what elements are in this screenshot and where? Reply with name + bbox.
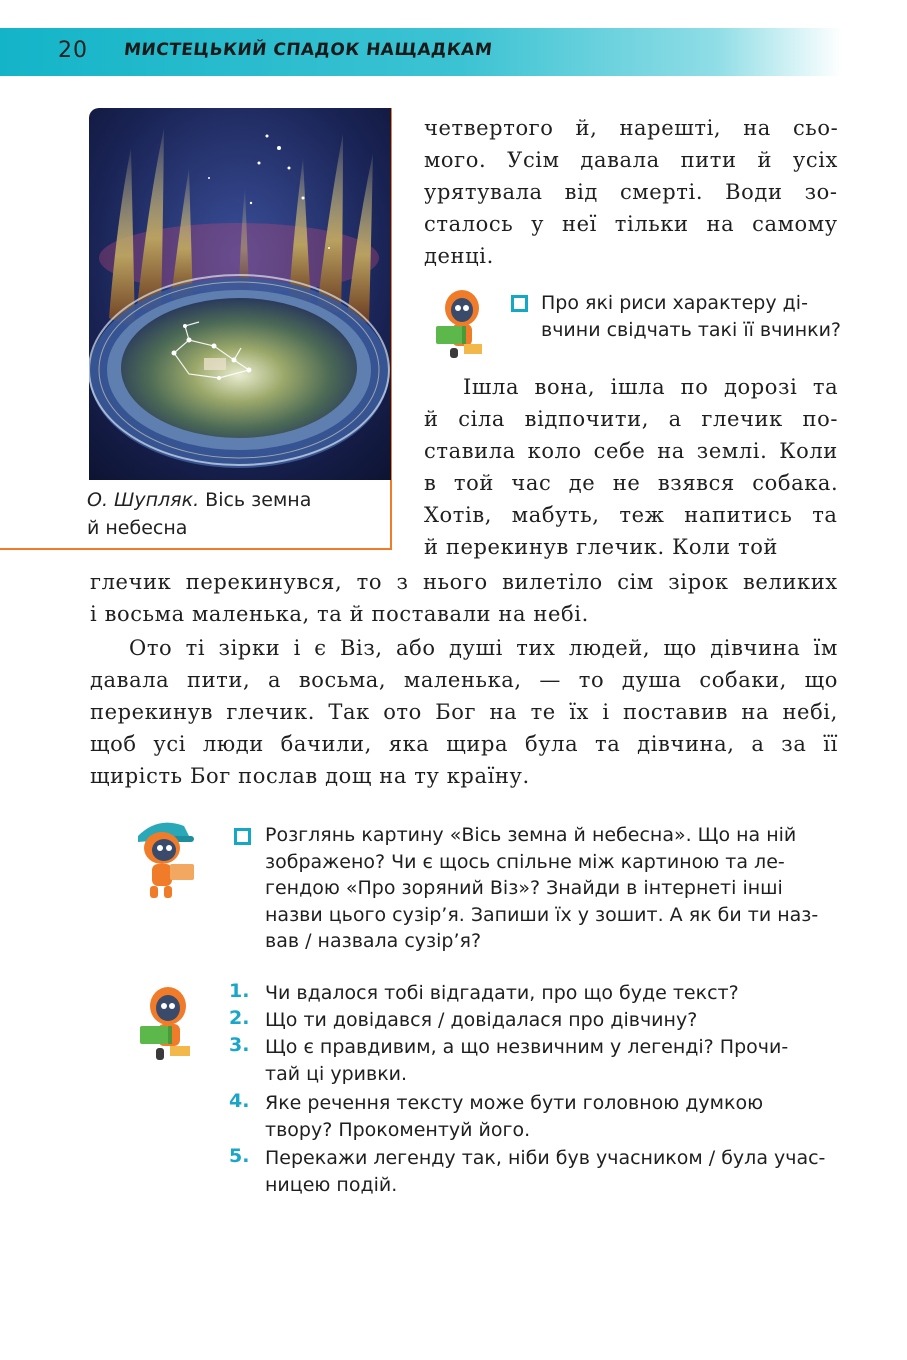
paragraph-dog: [424, 371, 838, 563]
text-line: й сіла відпочити, а глечик по-: [424, 407, 839, 431]
question-text: твору? Прокоментуй його.: [265, 1119, 531, 1141]
text-line: і восьма маленька, та й поставали на небі.: [90, 602, 589, 626]
question-line: вчини свідчать такі її вчинки?: [541, 318, 842, 341]
section-title: МИСТЕЦЬКИЙ СПАДОК НАЩАДКАМ: [122, 40, 494, 60]
question-text: Яке речення тексту може бути головною думкою: [265, 1092, 764, 1114]
square-bullet-icon: [511, 295, 528, 312]
page-number: 20: [58, 38, 88, 63]
text-line: Ото ті зірки і є Віз, або душі тих людей, що дівчина їм: [129, 636, 838, 660]
question-text: Перекажи легенду так, ніби був учасником / була учас-: [265, 1147, 826, 1169]
task-look-at-painting: [265, 822, 843, 955]
task-line: назви цього сузір’я. Запиши їх у зошит. А як би ти наз-: [265, 903, 819, 926]
reading-mascot-icon: [432, 286, 490, 366]
caption-title: Вісь земна: [205, 489, 312, 511]
task-line: вав / назвала сузір’я?: [265, 930, 482, 952]
question-number: 2.: [229, 1007, 250, 1029]
text-line: четвертого й, нарешті, на сьо-: [424, 116, 839, 140]
question-line: Про які риси характеру ді-: [541, 292, 808, 314]
text-line: Хотів, мабуть, теж напитись та: [424, 503, 838, 527]
caption-title-line2: й небесна: [87, 517, 188, 539]
task-line: гендою «Про зоряний Віз»? Знайди в інтернеті інші: [265, 877, 783, 899]
question-number: 3.: [229, 1034, 250, 1056]
square-bullet-icon: [234, 828, 251, 845]
question-text: ницею подій.: [265, 1174, 398, 1196]
text-line: глечик перекинувся, то з нього вилетіло сім зірок великих: [90, 570, 838, 594]
painting-image: [89, 108, 391, 480]
text-line: щоб усі люди бачили, яка щира була та дівчина, а за її: [90, 732, 838, 756]
text-line: й перекинув глечик. Коли той: [424, 535, 779, 559]
painting-illustration: [89, 108, 391, 480]
question-text: Чи вдалося тобі відгадати, про що буде текст?: [265, 982, 739, 1004]
text-line: в той час де не взявся собака.: [424, 471, 839, 495]
text-line: Ішла вона, ішла по дорозі та: [463, 375, 839, 399]
paragraph-ending: [90, 632, 838, 792]
text-line: денці.: [424, 244, 494, 268]
figure-caption: [87, 486, 377, 542]
paragraph-continued: [424, 112, 838, 272]
question-number: 4.: [229, 1090, 250, 1112]
caption-author: О. Шупляк.: [87, 489, 200, 511]
text-line: сталось у неї тільки на самому: [424, 212, 838, 236]
text-line: ставила коло себе на землі. Коли: [424, 439, 838, 463]
task-line: Розглянь картину «Вісь земна й небесна». Що на ній: [265, 824, 797, 846]
question-character: [541, 290, 841, 343]
text-line: урятувала від смерті. Води зо-: [424, 180, 838, 204]
text-line: давала пити, а восьма, маленька, — то душа собаки, що: [90, 668, 839, 692]
cap-mascot-icon: [128, 814, 208, 908]
reading-mascot-icon: [134, 982, 198, 1068]
paragraph-stars: [90, 566, 838, 630]
text-line: щирість Бог послав дощ на ту країну.: [90, 764, 530, 788]
question-number: 1.: [229, 980, 250, 1002]
question-number: 5.: [229, 1145, 250, 1167]
task-line: зображено? Чи є щось спільне між картиною та ле-: [265, 850, 785, 873]
figure-frame: [0, 108, 392, 550]
question-text: Що є правдивим, а що незвичним у легенді? Прочи-: [265, 1036, 789, 1058]
text-line: мого. Усім давала пити й усіх: [424, 148, 838, 172]
text-line: перекинув глечик. Так ото Бог на те їх і поставив на небі,: [90, 700, 838, 724]
question-text: тай ці уривки.: [265, 1063, 408, 1085]
question-text: Що ти довідався / довідалася про дівчину?: [265, 1009, 698, 1031]
